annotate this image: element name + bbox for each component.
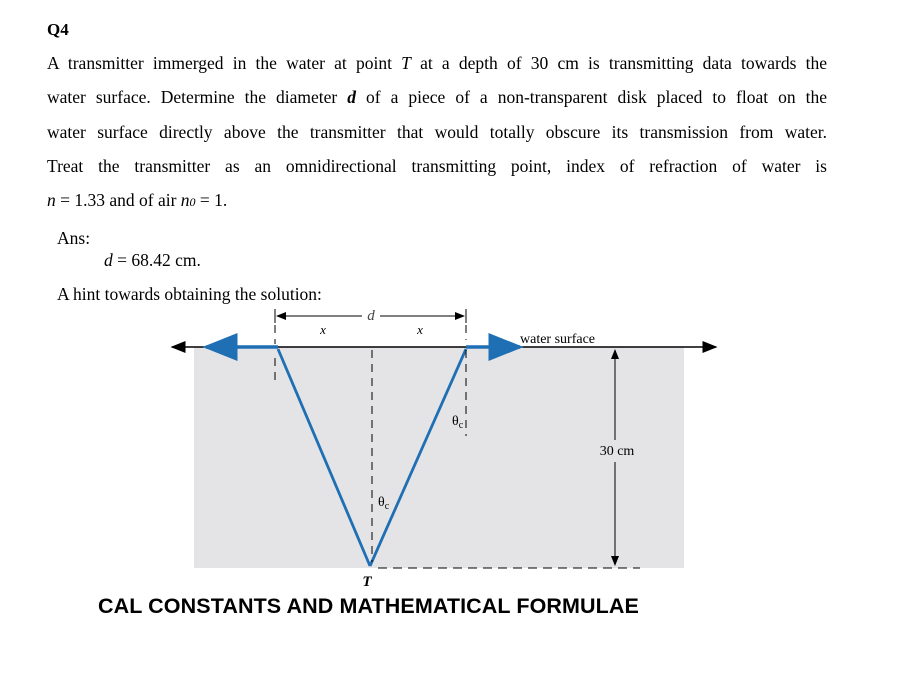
depth-label: 30 cm (599, 444, 635, 459)
footer-heading: CAL CONSTANTS AND MATHEMATICAL FORMULAE (98, 594, 639, 618)
line-2-part-a: water surface. Determine the diameter (47, 87, 348, 108)
line-5-part-a: = 1.33 and of air (55, 190, 181, 211)
hint-text: A hint towards obtaining the solution: (57, 284, 322, 304)
water-surface-label: water surface (520, 332, 596, 347)
critical-angle-center: $\theta_c$ (378, 495, 390, 512)
d-label: d (367, 308, 375, 324)
point-t-italic: T (401, 53, 411, 73)
x-label-right: x (417, 322, 423, 337)
answer-d-italic: d (104, 250, 113, 270)
problem-line-4: Treat the transmitter as an omnidirectional transmitting point, index of refraction of water is (47, 155, 827, 176)
answer-label: Ans: (57, 228, 91, 248)
answer-value: d = 68.42 cm. (104, 250, 201, 270)
line-1-part-b: at a depth of 30 cm is transmitting data towards the (410, 53, 828, 73)
problem-line-3: water surface directly above the transmitter that would totally obscure its transmission from water. (47, 121, 827, 142)
n0-symbol: n0 (180, 190, 196, 211)
line-2-part-b: of a piece of a non-transparent disk placed to float on the (356, 87, 827, 108)
transmitter-label: T (362, 574, 372, 590)
line-5-part-b: = 1. (195, 190, 228, 211)
critical-angle-right: $\theta_c$ (452, 414, 464, 431)
line-1-part-a: A transmitter immerged in the water at point (47, 53, 402, 73)
diameter-d-italic: d (347, 87, 357, 108)
n-symbol: n (47, 190, 56, 211)
question-number: Q4 (47, 20, 69, 39)
x-label-left: x (320, 322, 326, 337)
